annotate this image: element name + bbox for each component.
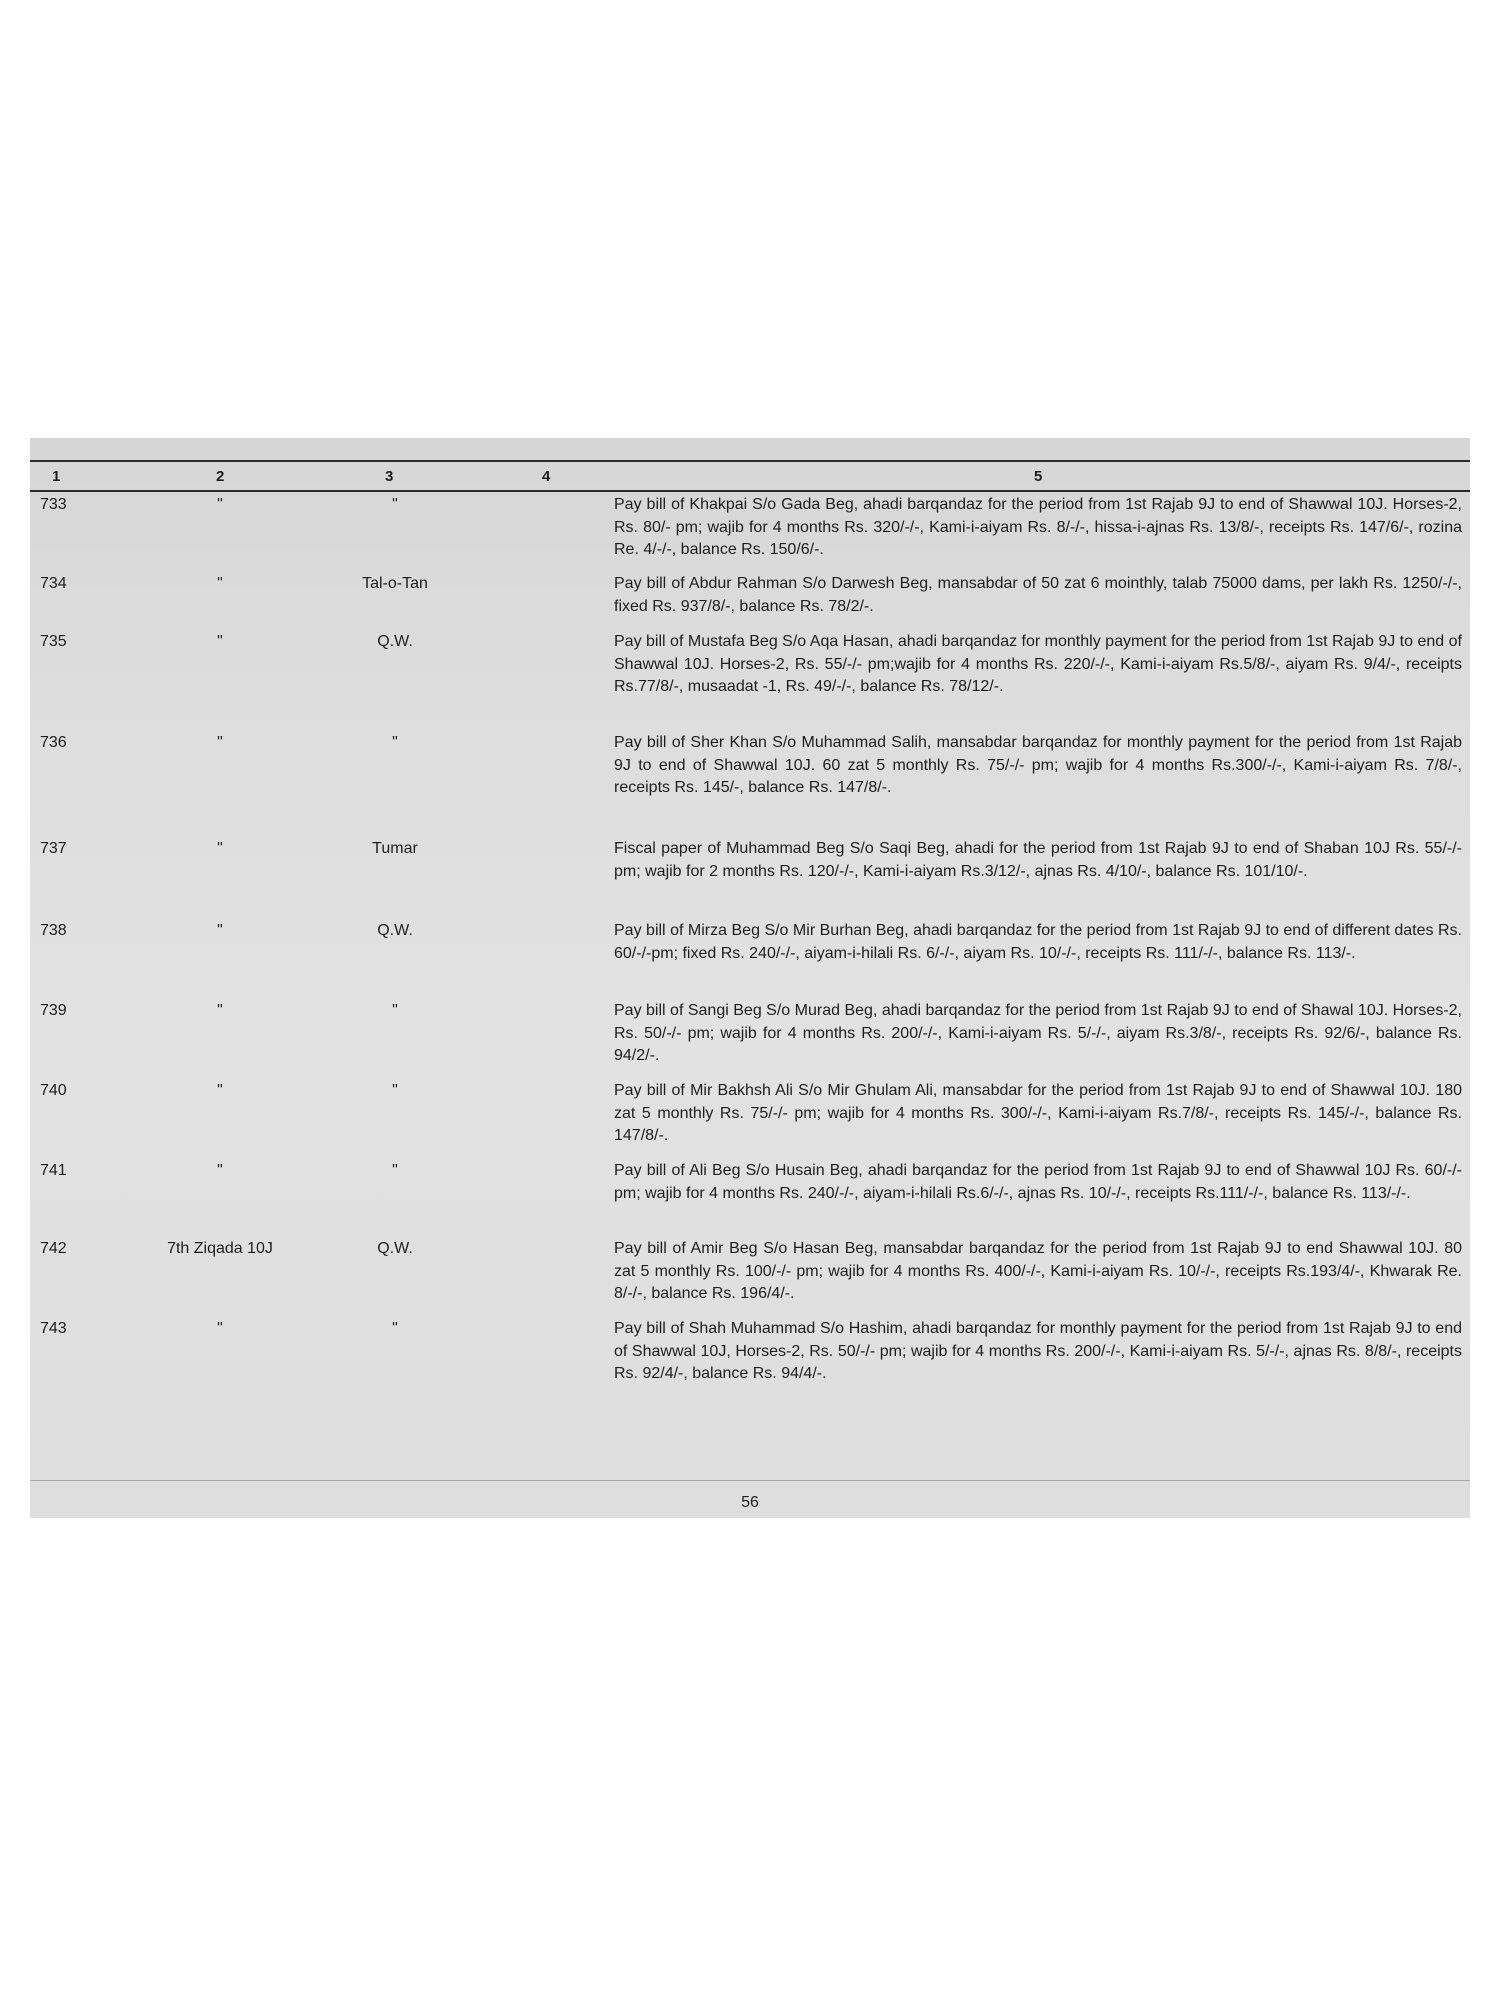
- entry-number: 737: [40, 840, 67, 857]
- entry-description: Pay bill of Shah Muhammad S/o Hashim, ahadi barqandaz for monthly payment for the period from 1st Rajab 9J to end of Shawwal 10J, Horses-2, Rs. 50/-/- pm; wajib for 4 months Rs. 200/-/-, Kami-i-aiyam Rs. 5/-/-, ajnas Rs. 8/8/-, receipts Rs. 92/4/-, balance Rs. 94/4/-.: [614, 1320, 1462, 1382]
- entry-date: ": [217, 1082, 223, 1099]
- entry-number: 740: [40, 1082, 67, 1099]
- entry-number: 735: [40, 633, 67, 650]
- entry-date: ": [217, 1320, 223, 1337]
- entry-place: ": [392, 1320, 398, 1337]
- entry-number: 733: [40, 496, 67, 513]
- header-top-rule: [30, 460, 1470, 462]
- entry-date: ": [217, 496, 223, 513]
- entry-place: ": [392, 734, 398, 751]
- column-header-5: 5: [1034, 468, 1043, 485]
- entry-place: Q.W.: [377, 1240, 413, 1257]
- entry-number: 739: [40, 1002, 67, 1019]
- entry-place: Tumar: [372, 840, 418, 857]
- entry-date: ": [217, 575, 223, 592]
- entry-place: ": [392, 1162, 398, 1179]
- column-header-3: 3: [385, 468, 394, 485]
- entry-description: Pay bill of Sher Khan S/o Muhammad Salih, mansabdar barqandaz for monthly payment for the period from 1st Rajab 9J to end of Shawwal 10J. 60 zat 5 monthly Rs. 75/-/- pm; wajib for 4 months Rs.300/-/-, Kami-i-aiyam Rs. 7/8/-, receipts Rs. 145/-, balance Rs. 147/8/-.: [614, 734, 1462, 796]
- entry-description: Pay bill of Mirza Beg S/o Mir Burhan Beg, ahadi barqandaz for the period from 1st Rajab 9J to end of different dates Rs. 60/-/-pm; fixed Rs. 240/-/-, aiyam-i-hilali Rs. 6/-/-, aiyam Rs. 10/-/-, receipts Rs. 111/-/-, balance Rs. 113/-.: [614, 922, 1462, 962]
- entry-number: 736: [40, 734, 67, 751]
- scanned-page: [30, 438, 1470, 1518]
- entry-number: 734: [40, 575, 67, 592]
- footer-rule: [30, 1480, 1470, 1481]
- entry-place: Tal-o-Tan: [362, 575, 428, 592]
- entry-number: 742: [40, 1240, 67, 1257]
- entry-date: ": [217, 922, 223, 939]
- column-header-row: [30, 468, 1470, 488]
- entry-place: ": [392, 496, 398, 513]
- entry-description: Pay bill of Mustafa Beg S/o Aqa Hasan, ahadi barqandaz for monthly payment for the period from 1st Rajab 9J to end of Shawwal 10J. Horses-2, Rs. 55/-/- pm;wajib for 4 months Rs. 220/-/-, Kami-i-aiyam Rs.5/8/-, aiyam Rs. 9/4/-, receipts Rs.77/8/-, musaadat -1, Rs. 49/-/-, balance Rs. 78/12/-.: [614, 633, 1462, 695]
- entry-date: ": [217, 840, 223, 857]
- entry-description: Pay bill of Khakpai S/o Gada Beg, ahadi barqandaz for the period from 1st Rajab 9J to end of Shawwal 10J. Horses-2, Rs. 80/- pm; wajib for 4 months Rs. 320/-/-, Kami-i-aiyam Rs. 8/-/-, hissa-i-ajnas Rs. 13/8/-, receipts Rs. 147/6/-, rozina Re. 4/-/-, balance Rs. 150/6/-.: [614, 496, 1462, 558]
- column-header-4: 4: [542, 468, 551, 485]
- entry-description: Pay bill of Ali Beg S/o Husain Beg, ahadi barqandaz for the period from 1st Rajab 9J to end of Shawwal 10J Rs. 60/-/- pm; wajib for 4 months Rs. 240/-/-, aiyam-i-hilali Rs.6/-/-, ajnas Rs. 10/-/-, receipts Rs.111/-/-, balance Rs. 113/-/-.: [614, 1162, 1462, 1202]
- entry-date: ": [217, 1162, 223, 1179]
- column-header-1: 1: [52, 468, 61, 485]
- entry-place: Q.W.: [377, 633, 413, 650]
- header-bottom-rule: [30, 490, 1470, 492]
- entry-date: ": [217, 633, 223, 650]
- entry-description: Pay bill of Mir Bakhsh Ali S/o Mir Ghulam Ali, mansabdar for the period from 1st Rajab 9J to end of Shawwal 10J. 180 zat 5 monthly Rs. 75/-/- pm; wajib for 4 months Rs. 300/-/-, Kami-i-aiyam Rs.7/8/-, receipts Rs. 145/-/-, balance Rs. 147/8/-.: [614, 1082, 1462, 1144]
- entry-place: ": [392, 1082, 398, 1099]
- entry-date: ": [217, 1002, 223, 1019]
- entry-description: Pay bill of Amir Beg S/o Hasan Beg, mansabdar barqandaz for the period from 1st Rajab 9J to end Shawwal 10J. 80 zat 5 monthly Rs. 100/-/- pm; wajib for 4 months Rs. 400/-/-, Kami-i-aiyam Rs. 10/-/-, receipts Rs.193/4/-, Khwarak Re. 8/-/-, balance Rs. 196/4/-.: [614, 1240, 1462, 1302]
- entry-place: ": [392, 1002, 398, 1019]
- entry-date: 7th Ziqada 10J: [167, 1240, 273, 1257]
- entry-number: 743: [40, 1320, 67, 1337]
- entry-date: ": [217, 734, 223, 751]
- entry-description: Fiscal paper of Muhammad Beg S/o Saqi Beg, ahadi for the period from 1st Rajab 9J to end of Shaban 10J Rs. 55/-/- pm; wajib for 2 months Rs. 120/-/-, Kami-i-aiyam Rs.3/12/-, ajnas Rs. 4/10/-, balance Rs. 101/10/-.: [614, 840, 1462, 880]
- entry-number: 738: [40, 922, 67, 939]
- entry-description: Pay bill of Abdur Rahman S/o Darwesh Beg, mansabdar of 50 zat 6 mointhly, talab 75000 dams, per lakh Rs. 1250/-/-, fixed Rs. 937/8/-, balance Rs. 78/2/-.: [614, 575, 1462, 615]
- entry-place: Q.W.: [377, 922, 413, 939]
- entry-number: 741: [40, 1162, 67, 1179]
- column-header-2: 2: [216, 468, 225, 485]
- entry-description: Pay bill of Sangi Beg S/o Murad Beg, ahadi barqandaz for the period from 1st Rajab 9J to end of Shawal 10J. Horses-2, Rs. 50/-/- pm; wajib for 4 months Rs. 200/-/-, Kami-i-aiyam Rs. 5/-/-, aiyam Rs.3/8/-, receipts Rs. 92/6/-, balance Rs. 94/2/-.: [614, 1002, 1462, 1064]
- page-number: 56: [741, 1494, 759, 1511]
